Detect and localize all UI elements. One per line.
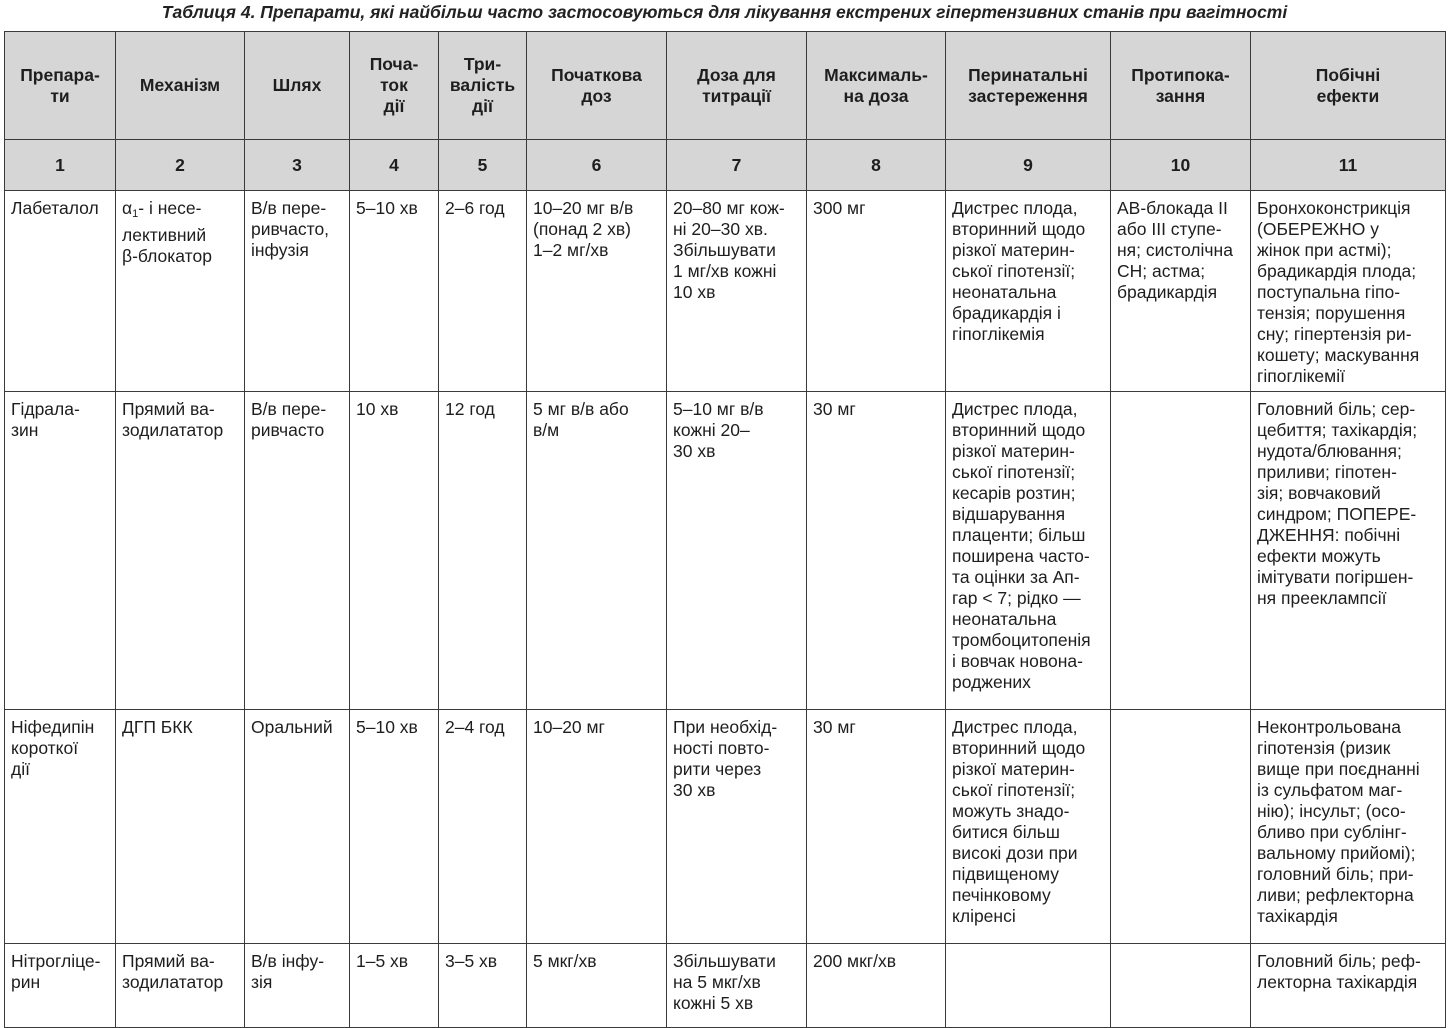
cell-max-dose: 30 мг: [807, 710, 946, 944]
cell-perinatal: Дистрес плода, вторинний щодо різкої материн- ської гіпотензії; кесарів розтин; відшарування плаценти; більш поширена часто- та оцінки за Ап- гар < 7; рідко — неонатальна тромбоцитопенія і вовчак новона- роджених: [946, 392, 1111, 710]
cell-route: В/в пере- ривчасто, інфузія: [245, 191, 350, 392]
cell-mechanism: Прямий ва- зодилататор: [116, 392, 245, 710]
cell-max-dose: 300 мг: [807, 191, 946, 392]
table-row: [5, 944, 1446, 1028]
cell-duration: 2–4 год: [439, 710, 527, 944]
cell-contraindications: [1111, 944, 1251, 1028]
table-caption: Таблиця 4. Препарати, які найбільш часто застосовуються для лікування екстрених гіпертензивних станів при вагітності: [161, 2, 1288, 22]
header-cell-duration: Три- валість дії: [439, 32, 527, 140]
drug-table: [4, 31, 1446, 1028]
header-cell-contraindications: Протипока- зання: [1111, 32, 1251, 140]
cell-contraindications: [1111, 392, 1251, 710]
cell-route: Оральний: [245, 710, 350, 944]
cell-contraindications: [1111, 710, 1251, 944]
cell-duration: 3–5 хв: [439, 944, 527, 1028]
cell-route: В/в пере- ривчасто: [245, 392, 350, 710]
cell-drug: Гідрала- зин: [5, 392, 116, 710]
cell-drug: Нітрогліце- рин: [5, 944, 116, 1028]
cell-titration-dose: При необхід- ності повто- рити через 30 хв: [667, 710, 807, 944]
table-row: [5, 392, 1446, 710]
mechanism-alpha: α: [122, 198, 133, 218]
cell-perinatal: [946, 944, 1111, 1028]
column-number-row: [5, 140, 1446, 191]
column-number: 2: [116, 140, 245, 191]
cell-side-effects: Неконтрольована гіпотензія (ризик вище при поєднанні із сульфатом маг- нію); інсульт; (осо- бливо при сублінг- вальному прийомі); головний біль; при- ливи; рефлекторна тахікардія: [1251, 710, 1446, 944]
column-number: 10: [1111, 140, 1251, 191]
cell-titration-dose: 20–80 мг кож- ні 20–30 хв. Збільшувати 1 мг/хв кожні 10 хв: [667, 191, 807, 392]
column-number: 4: [350, 140, 439, 191]
cell-drug: Ніфедипін короткої дії: [5, 710, 116, 944]
cell-initial-dose: 5 мг в/в або в/м: [527, 392, 667, 710]
cell-perinatal: Дистрес плода, вторинний щодо різкої материн- ської гіпотензії; можуть знадо- битися більш високі дози при підвищеному печінковому кліренсі: [946, 710, 1111, 944]
cell-initial-dose: 10–20 мг в/в (понад 2 хв) 1–2 мг/хв: [527, 191, 667, 392]
cell-titration-dose: Збільшувати на 5 мкг/хв кожні 5 хв: [667, 944, 807, 1028]
column-number: 6: [527, 140, 667, 191]
header-cell-drug: Препара- ти: [5, 32, 116, 140]
header-cell-onset: Поча- ток дії: [350, 32, 439, 140]
cell-duration: 12 год: [439, 392, 527, 710]
cell-max-dose: 30 мг: [807, 392, 946, 710]
cell-side-effects: Головний біль; реф- лекторна тахікардія: [1251, 944, 1446, 1028]
cell-titration-dose: 5–10 мг в/в кожні 20– 30 хв: [667, 392, 807, 710]
column-number: 8: [807, 140, 946, 191]
cell-contraindications: АВ-блокада II або III ступе- ня; систолічна СН; астма; брадикардія: [1111, 191, 1251, 392]
cell-onset: 10 хв: [350, 392, 439, 710]
cell-drug: Лабеталол: [5, 191, 116, 392]
column-number: 11: [1251, 140, 1446, 191]
cell-onset: 5–10 хв: [350, 191, 439, 392]
column-number: 3: [245, 140, 350, 191]
cell-side-effects: Головний біль; сер- цебиття; тахікардія; нудота/блювання; приливи; гіпотен- зія; вовчаковий синдром; ПОПЕРЕ- ДЖЕННЯ: побічні ефекти можуть імітувати погіршен- ня прееклампсії: [1251, 392, 1446, 710]
cell-side-effects: Бронхоконстрикція (ОБЕРЕЖНО у жінок при астмі); брадикардія плода; поступальна гіпо- тензія; порушення сну; гіпертензія ри- кошету; маскування гіпоглікемії: [1251, 191, 1446, 392]
cell-mechanism: [116, 191, 245, 392]
cell-onset: 1–5 хв: [350, 944, 439, 1028]
header-cell-mechanism: Механізм: [116, 32, 245, 140]
mechanism-text: - і несе- лективний β-блокатор: [122, 198, 212, 266]
column-number: 9: [946, 140, 1111, 191]
cell-route: В/в інфу- зія: [245, 944, 350, 1028]
header-cell-titration-dose: Доза для титрації: [667, 32, 807, 140]
header-cell-perinatal: Перинатальні застереження: [946, 32, 1111, 140]
column-number: 1: [5, 140, 116, 191]
header-cell-max-dose: Максималь- на доза: [807, 32, 946, 140]
column-number: 5: [439, 140, 527, 191]
cell-mechanism: ДГП БКК: [116, 710, 245, 944]
cell-mechanism: Прямий ва- зодилататор: [116, 944, 245, 1028]
header-cell-route: Шлях: [245, 32, 350, 140]
header-row: [5, 32, 1446, 140]
header-cell-side-effects: Побічні ефекти: [1251, 32, 1446, 140]
cell-duration: 2–6 год: [439, 191, 527, 392]
column-number: 7: [667, 140, 807, 191]
header-cell-initial-dose: Початкова доз: [527, 32, 667, 140]
mechanism-subscript: 1: [132, 208, 139, 220]
cell-initial-dose: 10–20 мг: [527, 710, 667, 944]
table-row: [5, 710, 1446, 944]
cell-perinatal: Дистрес плода, вторинний щодо різкої материн- ської гіпотензії; неонатальна брадикардія і гіпоглікемія: [946, 191, 1111, 392]
table-row: [5, 191, 1446, 392]
cell-max-dose: 200 мкг/хв: [807, 944, 946, 1028]
cell-initial-dose: 5 мкг/хв: [527, 944, 667, 1028]
cell-onset: 5–10 хв: [350, 710, 439, 944]
